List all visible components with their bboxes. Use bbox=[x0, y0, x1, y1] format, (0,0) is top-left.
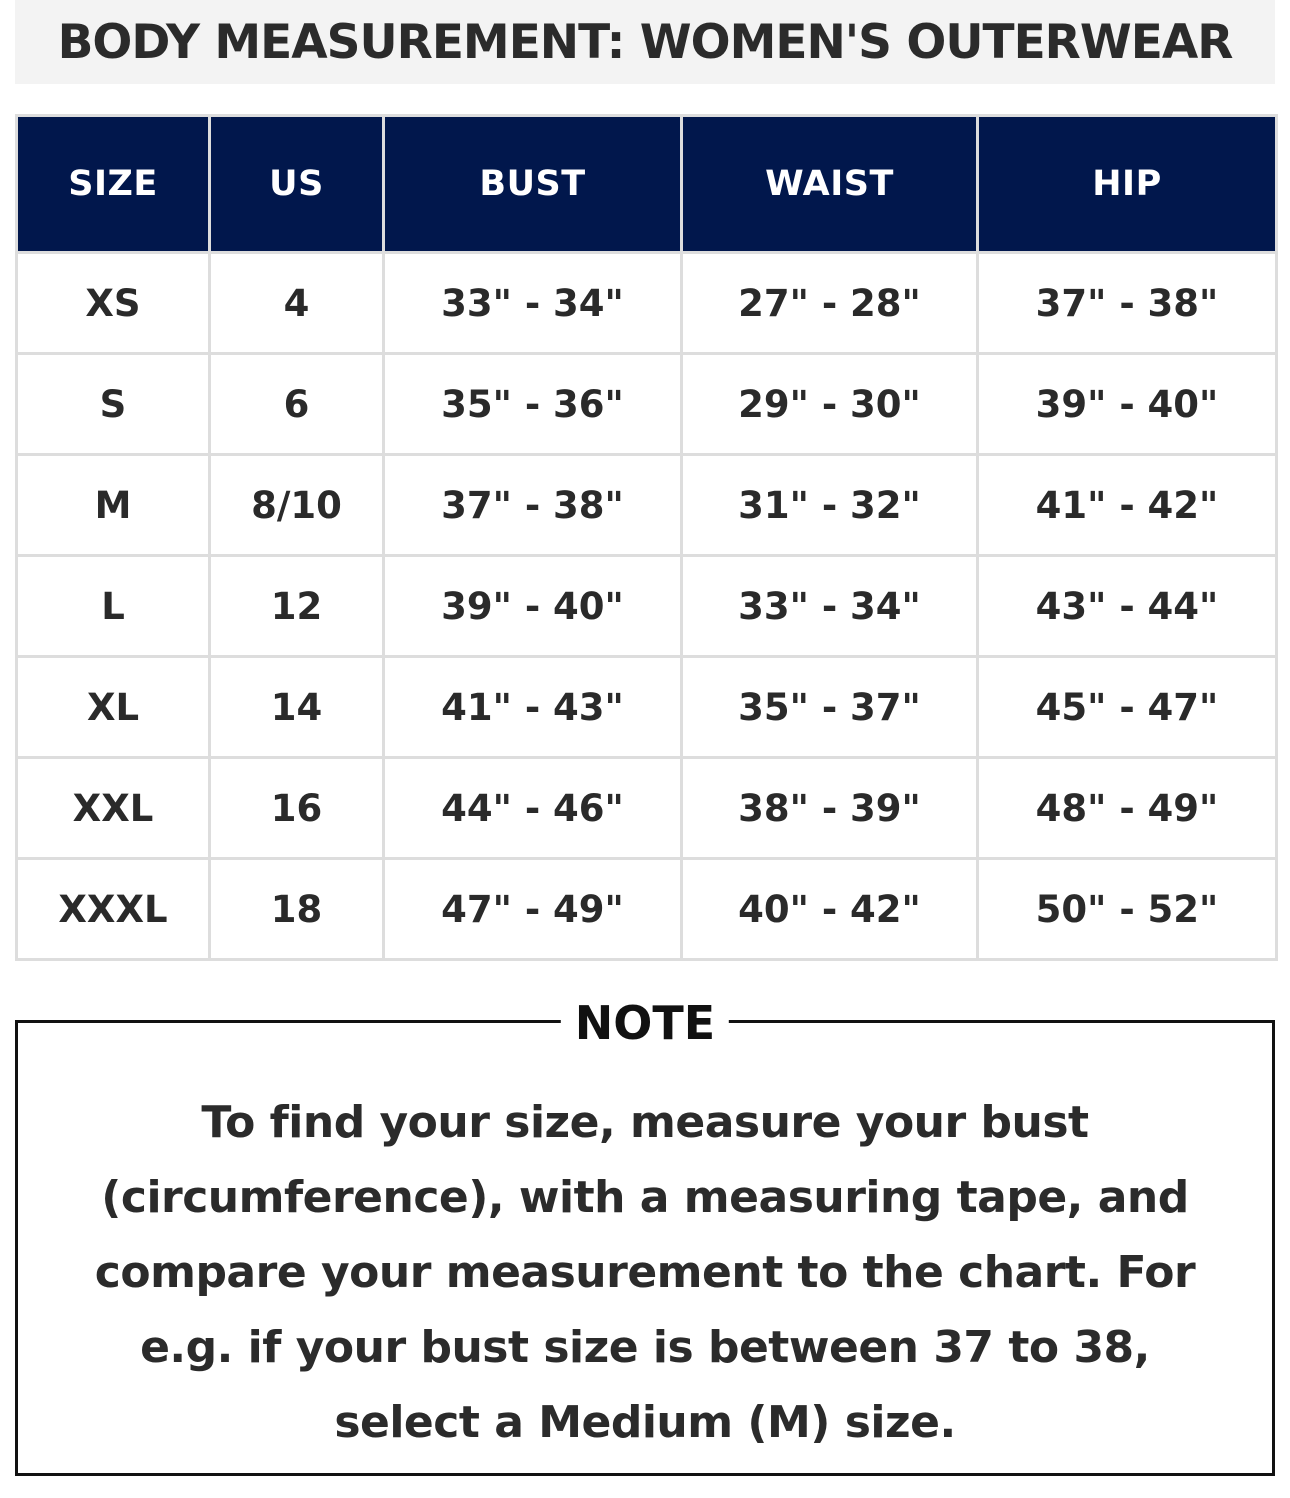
table-row bbox=[17, 455, 1277, 556]
cell-waist: 40" - 42" bbox=[682, 859, 978, 960]
cell-bust: 39" - 40" bbox=[384, 556, 682, 657]
table-row bbox=[17, 859, 1277, 960]
header-us: US bbox=[210, 116, 384, 253]
cell-size: L bbox=[17, 556, 210, 657]
cell-size: XXXL bbox=[17, 859, 210, 960]
table-header-row bbox=[17, 116, 1277, 253]
cell-us: 16 bbox=[210, 758, 384, 859]
cell-size: XS bbox=[17, 253, 210, 354]
cell-us: 8/10 bbox=[210, 455, 384, 556]
cell-bust: 37" - 38" bbox=[384, 455, 682, 556]
cell-hip: 43" - 44" bbox=[978, 556, 1277, 657]
header-bust: BUST bbox=[384, 116, 682, 253]
cell-us: 14 bbox=[210, 657, 384, 758]
note-label: NOTE bbox=[561, 1001, 729, 1045]
cell-bust: 33" - 34" bbox=[384, 253, 682, 354]
header-hip: HIP bbox=[978, 116, 1277, 253]
table-row bbox=[17, 556, 1277, 657]
cell-size: M bbox=[17, 455, 210, 556]
cell-bust: 47" - 49" bbox=[384, 859, 682, 960]
header-size: SIZE bbox=[17, 116, 210, 253]
cell-hip: 37" - 38" bbox=[978, 253, 1277, 354]
cell-hip: 39" - 40" bbox=[978, 354, 1277, 455]
cell-size: S bbox=[17, 354, 210, 455]
page-title: BODY MEASUREMENT: WOMEN'S OUTERWEAR bbox=[57, 14, 1233, 70]
size-table bbox=[15, 114, 1278, 961]
cell-hip: 41" - 42" bbox=[978, 455, 1277, 556]
header-waist: WAIST bbox=[682, 116, 978, 253]
cell-waist: 31" - 32" bbox=[682, 455, 978, 556]
cell-waist: 38" - 39" bbox=[682, 758, 978, 859]
cell-size: XL bbox=[17, 657, 210, 758]
cell-bust: 44" - 46" bbox=[384, 758, 682, 859]
cell-waist: 27" - 28" bbox=[682, 253, 978, 354]
title-bar bbox=[15, 0, 1275, 84]
cell-waist: 29" - 30" bbox=[682, 354, 978, 455]
note-box bbox=[15, 996, 1275, 1476]
cell-bust: 41" - 43" bbox=[384, 657, 682, 758]
table-row bbox=[17, 657, 1277, 758]
cell-us: 4 bbox=[210, 253, 384, 354]
cell-us: 12 bbox=[210, 556, 384, 657]
table-row bbox=[17, 253, 1277, 354]
cell-waist: 35" - 37" bbox=[682, 657, 978, 758]
table-row bbox=[17, 758, 1277, 859]
cell-waist: 33" - 34" bbox=[682, 556, 978, 657]
cell-us: 18 bbox=[210, 859, 384, 960]
cell-us: 6 bbox=[210, 354, 384, 455]
note-text: To find your size, measure your bust (circumference), with a measuring tape, and compare your measurement to the chart. For e.g. if your bust size is between 37 to 38, select a Medium (M) size. bbox=[94, 1097, 1196, 1448]
cell-hip: 48" - 49" bbox=[978, 758, 1277, 859]
cell-bust: 35" - 36" bbox=[384, 354, 682, 455]
table-row bbox=[17, 354, 1277, 455]
cell-hip: 50" - 52" bbox=[978, 859, 1277, 960]
cell-hip: 45" - 47" bbox=[978, 657, 1277, 758]
cell-size: XXL bbox=[17, 758, 210, 859]
